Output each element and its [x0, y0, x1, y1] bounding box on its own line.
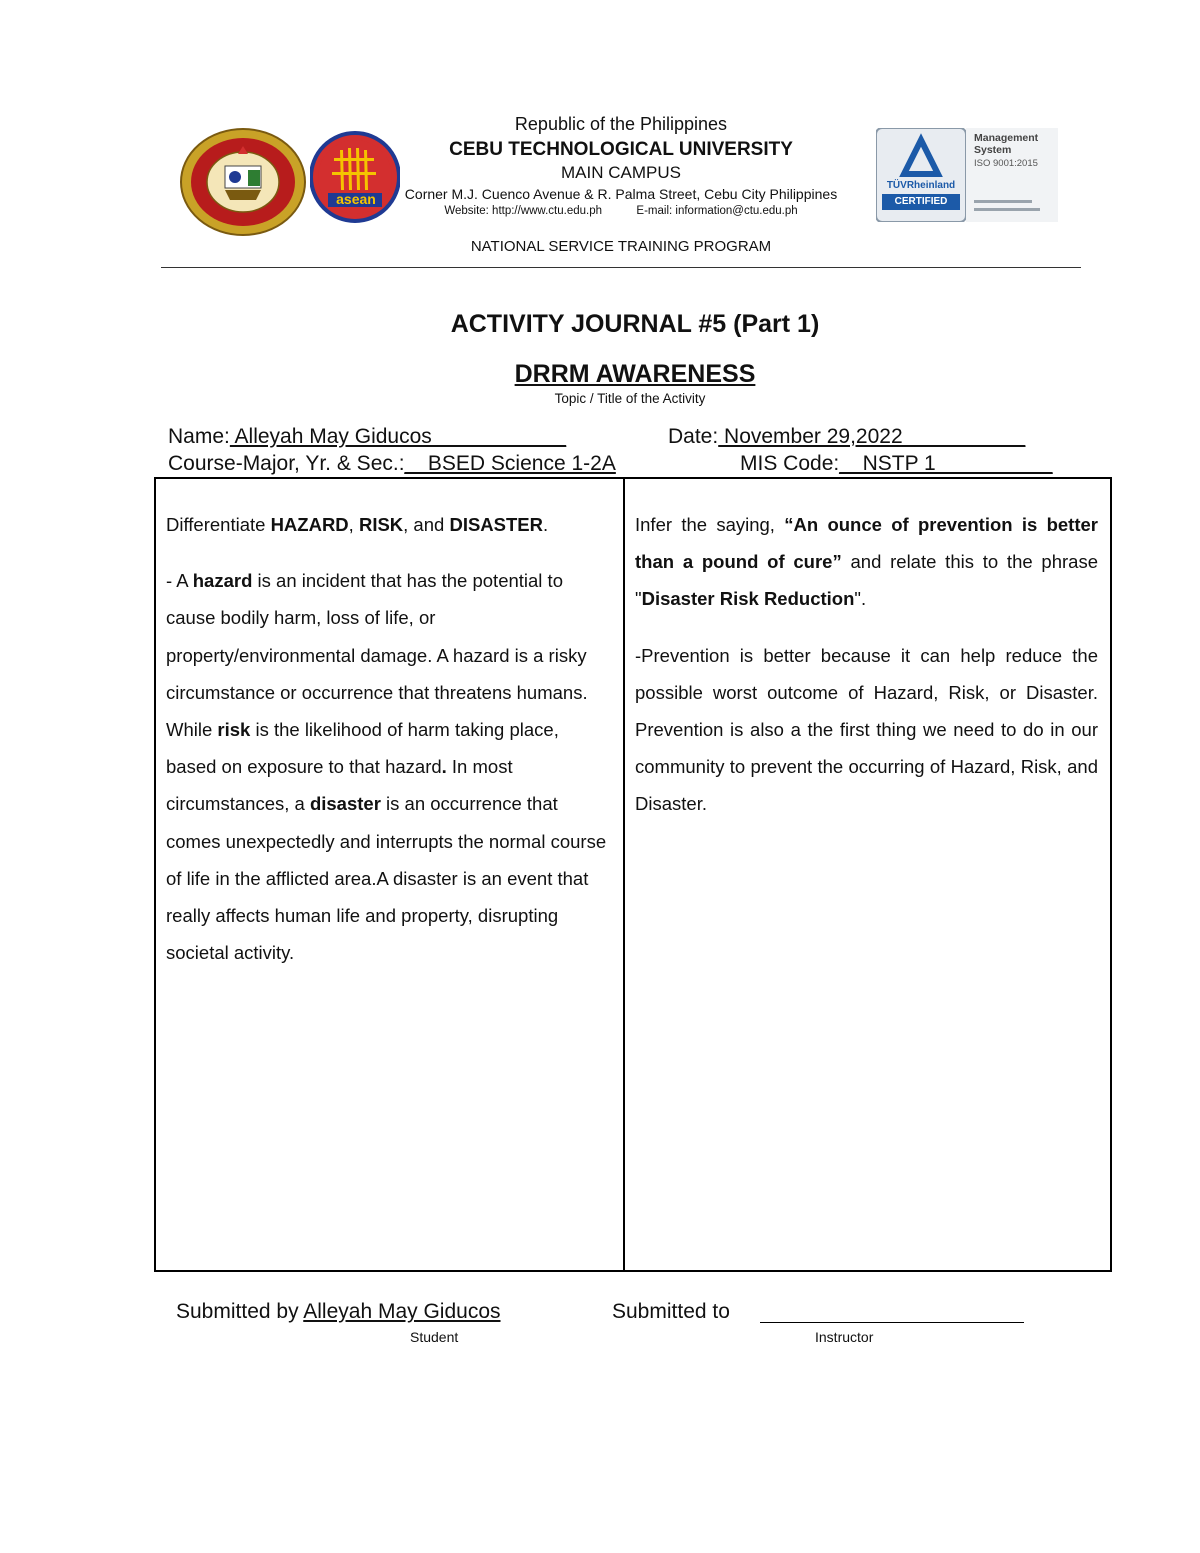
tuv-certified-text: CERTIFIED	[894, 196, 948, 207]
asean-wordmark: asean	[336, 191, 376, 207]
submitted-to-blank-line	[760, 1322, 1024, 1323]
student-caption: Student	[410, 1329, 459, 1345]
submitted-by-value: Alleyah May Giducos	[303, 1300, 501, 1323]
header-email[interactable]: E-mail: information@ctu.edu.ph	[636, 205, 798, 217]
mis-code-value: __NSTP 1__________	[839, 452, 1053, 475]
tuv-brand-text: TÜVRheinland	[886, 180, 956, 191]
right-cell	[635, 506, 1098, 823]
instructor-caption: Instructor	[815, 1329, 874, 1345]
mis-code-label: MIS Code:	[740, 452, 840, 475]
right-question: Infer the saying, “An ounce of prevention is better than a pound of cure” and relate this to the phrase "Disaster Risk Reduction".	[635, 514, 1098, 610]
asean-logo	[310, 130, 400, 225]
header-program: NATIONAL SERVICE TRAINING PROGRAM	[470, 238, 772, 255]
topic-caption: Topic / Title of the Activity	[554, 391, 706, 406]
submitted-by-label: Submitted by	[176, 1300, 304, 1323]
name-label: Name:	[168, 425, 230, 448]
date-field	[668, 425, 1025, 449]
header-divider	[161, 267, 1081, 268]
right-answer: -Prevention is better because it can help reduce the possible worst outcome of Hazard, Risk, or Disaster. Prevention is also a the first thing we need to do in our community to prevent the occurring of Hazard, Risk, and Disaster.	[635, 644, 1098, 815]
header-address: Corner M.J. Cuenco Avenue & R. Palma Street, Cebu City Philippines	[404, 186, 838, 202]
ctu-seal-logo	[180, 128, 310, 236]
left-answer: - A hazard is an incident that has the potential to cause bodily harm, loss of life, or property/environmental damage. A hazard is a risky circumstance or occurrence that threatens humans. While risk is the likelihood of harm taking place, based on exposure to that hazard. In most circumstances, a disaster is an occurrence that comes unexpectedly and interrupts the normal course of life in the afflicted area.A disaster is an event that really affects human life and property, disrupting societal activity.	[166, 570, 607, 964]
date-value: November 29,2022______ ____	[718, 425, 1026, 448]
left-question: Differentiate HAZARD, RISK, and DISASTER.	[166, 514, 549, 535]
name-field	[168, 425, 566, 449]
submitted-by	[176, 1300, 501, 1324]
tuv-iso-text: ISO 9001:2015	[974, 158, 1038, 169]
tuv-certification-badge	[876, 128, 1058, 222]
activity-title: ACTIVITY JOURNAL #5 (Part 1)	[450, 310, 820, 338]
tuv-management-text: Management	[974, 132, 1039, 144]
left-cell	[166, 506, 614, 971]
name-value: Alleyah May Giducos ___________	[229, 425, 567, 448]
tuv-system-text: System	[974, 144, 1012, 156]
submitted-to-label: Submitted to	[612, 1300, 730, 1323]
header-website[interactable]: Website: http://www.ctu.edu.ph	[444, 205, 603, 217]
header-university-name: CEBU TECHNOLOGICAL UNIVERSITY	[449, 139, 793, 160]
course-label: Course-Major, Yr. & Sec.:	[168, 452, 405, 475]
header-contact	[400, 205, 842, 217]
course-value: __BSED Science 1-2A	[404, 452, 616, 475]
date-label: Date:	[668, 425, 719, 448]
activity-topic: DRRM AWARENESS	[514, 360, 756, 388]
header-campus: MAIN CAMPUS	[561, 163, 681, 182]
header-republic: Republic of the Philippines	[514, 114, 728, 134]
course-field	[168, 452, 616, 476]
mis-code-field	[740, 452, 1053, 476]
table-column-divider	[623, 477, 625, 1270]
